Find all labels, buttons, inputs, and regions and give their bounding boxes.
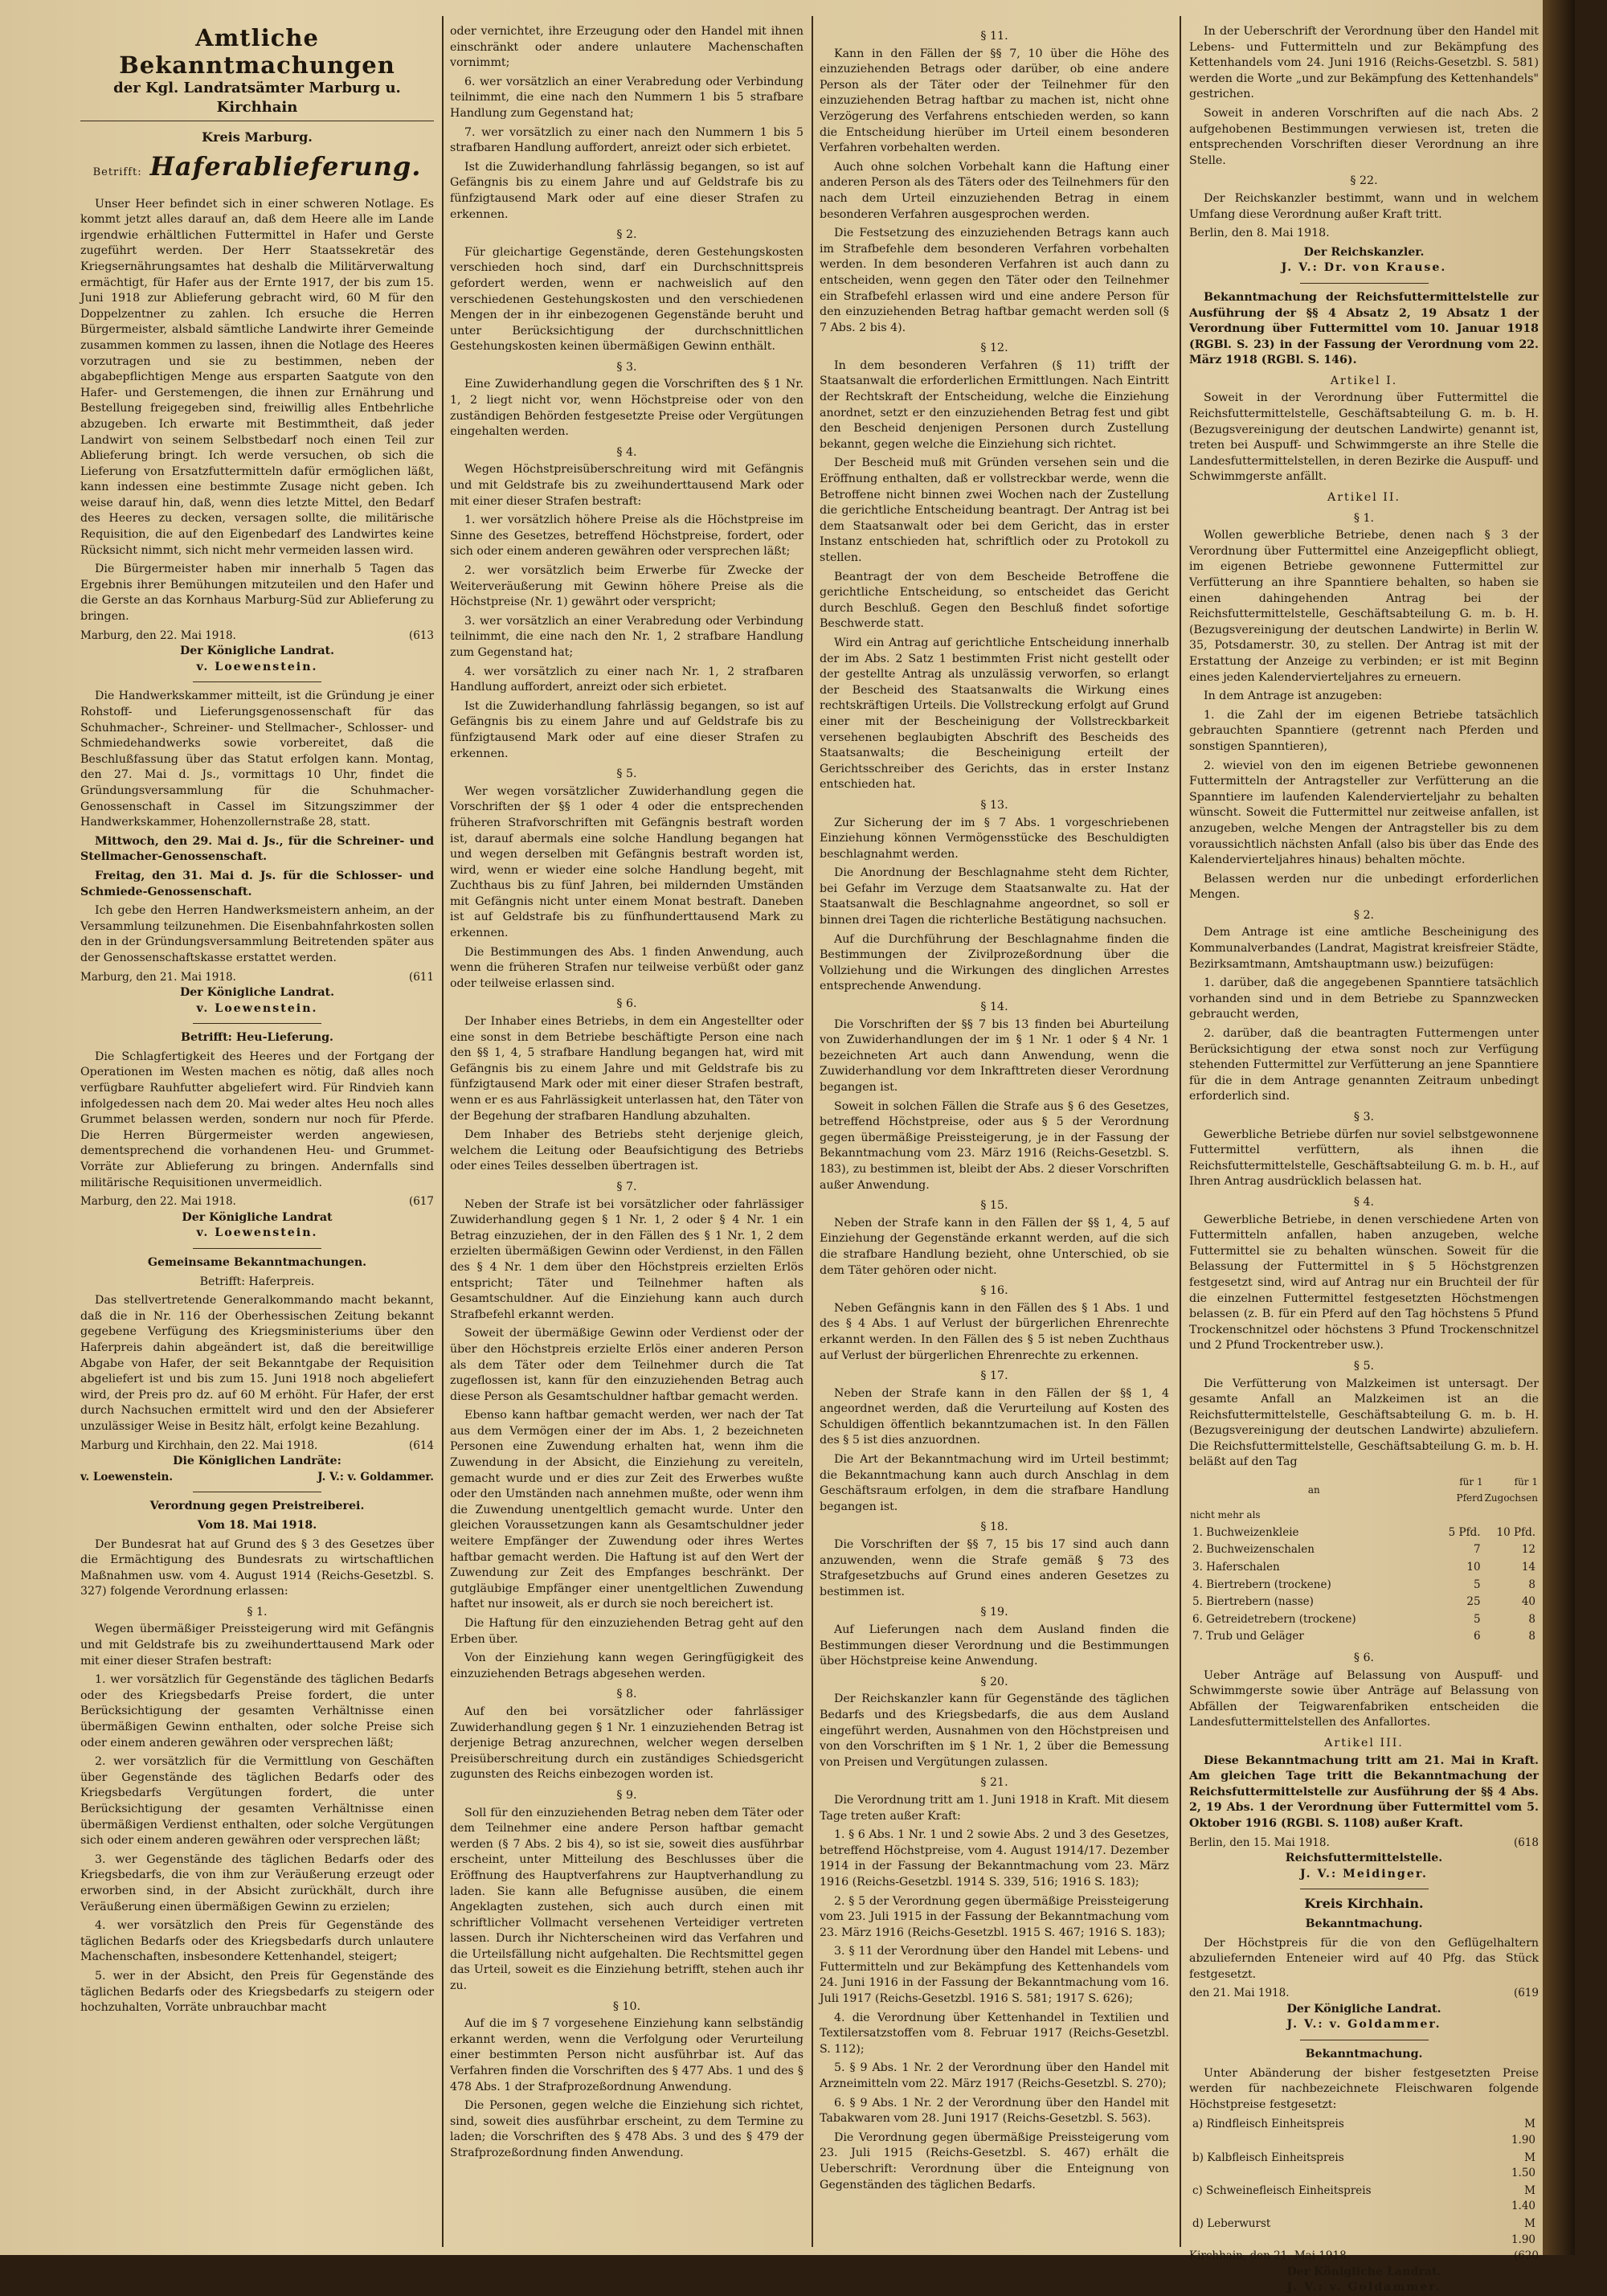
paragraph: Die Schlagfertigkeit des Heeres und der Fortgang der Operationen im Westen machen es nötig, daß alles noch verfügbare Rauhfutter abgeliefert wird. Für Rindvieh kann infolgedessen nach dem 20. Mai weder altes Heu noch alles Grummet belassen werden, sondern nur noch für Pferde. Die Herren Bürgermeister werden angewiesen, dementsprechend die vorhandenen Heu- und Grummet-Vorräte zur Ablieferung zu bringen. Andernfalls sind militärische Requisitionen unvermeidlich. xyxy=(80,1050,434,1189)
paragraph: Die Handwerkskammer mitteilt, ist die Gründung je einer Rohstoff- und Lieferungsgenossenschaft für das Schuhmacher-, Schreiner- und Stellmacher-, Schlosser- und Schmiedehandwerks sowie vorbereitet, daß die Beschlußfassung über das Statut erfolgen kann. Montag, den 27. Mai d. Js., vormittags 10 Uhr, findet die Gründungsversammlung für die Schuhmacher-Genossenschaft in Cassel im Sitzungszimmer der Handwerkskammer, Hohenzollernstraße 28, statt. xyxy=(80,690,434,829)
dateline xyxy=(1189,1836,1539,1852)
paragraph-number: § 1. xyxy=(1353,511,1375,525)
meat-price-table xyxy=(1189,2116,1539,2249)
notice-number: (618 xyxy=(1513,1836,1539,1849)
paragraph: 2. wieviel von den im eigenen Betriebe gewonnenen Futtermitteln der Antragsteller zur Verfütterung an die Spanntiere im laufenden Kalendervierteljahr zu behalten wünscht. Soweit die Futtermittel nur zeitweise anfallen, ist anzugeben, welche Mengen der Antragsteller bis zu dem voraussichtlich nächsten Anfall (also bis über das Ende des Kalendervierteljahres hinaus) behalten möchte. xyxy=(1189,759,1539,867)
paragraph: Der Reichskanzler kann für Gegenstände des täglichen Bedarfs und des Kriegsbedarfs, die aus dem Ausland eingeführt werden, Ausnahmen von den Höchstpreisen und von den Vorschriften im § 1 Nr. 1, 2 über die Bemessung von Preisen und Vergütungen zulassen. xyxy=(820,1692,1169,1769)
signature: Der Königliche Landrat. xyxy=(179,986,335,1000)
table-cell: 10 xyxy=(1466,1561,1481,1574)
paragraph-number: § 4. xyxy=(1353,1195,1375,1209)
table-cell: a) Rindfleisch Einheitspreis xyxy=(1192,2118,1344,2131)
paragraph: Soweit in anderen Vorschriften auf die nach Abs. 2 aufgehobenen Bestimmungen verwiesen ist, treten die entsprechenden Vorschriften dieser Verordnung an ihre Stelle. xyxy=(1189,106,1539,167)
paragraph: Die Bestimmungen des Abs. 1 finden Anwendung, auch wenn die früheren Strafen nur teilweise verbüßt oder ganz oder teilweise erlassen sind. xyxy=(450,945,804,990)
paragraph: Ist die Zuwiderhandlung fahrlässig begangen, so ist auf Gefängnis bis zu einem Jahre und auf Geldstrafe bis zu fünfzigtausend Mark oder auf eine dieser Strafen zu erkennen. xyxy=(450,160,804,221)
paragraph: 2. wer vorsätzlich für die Vermittlung von Geschäften über Gegenstände des täglichen Bedarfs oder des Kriegsbedarfs Vergütungen fordert, die unter Berücksichtigung der gesamten Verhältnisse einen übermäßigen Verdienst enthalten, oder solche Vergütungen sich oder einem anderen gewähren oder versprechen läßt; xyxy=(80,1755,434,1848)
masthead-title: Amtliche Bekanntmachungen xyxy=(119,24,395,79)
article-number: Artikel III. xyxy=(1324,1736,1404,1750)
paragraph: Soweit in solchen Fällen die Strafe aus § 6 des Gesetzes, betreffend Höchstpreise, oder aus § 5 der Verordnung gegen übermäßige Preissteigerung, je in der Fassung der Bekanntmachung vom 23. März 1916 (Reichs-Gesetzbl. S. 183), zu bestimmen ist, bleibt der Abs. 2 dieser Vorschriften außer Anwendung. xyxy=(820,1099,1169,1192)
dateline: Berlin, den 8. Mai 1918. xyxy=(1189,227,1330,240)
paragraph: Eine Zuwiderhandlung gegen die Vorschriften des § 1 Nr. 1, 2 liegt nicht vor, wenn Höchstpreise oder von den zuständigen Behörden festgesetzte Preise oder Vergütungen eingehalten werden. xyxy=(450,378,804,439)
paragraph: Diese Bekanntmachung tritt am 21. Mai in Kraft. Am gleichen Tage tritt die Bekanntmachung der Reichsfuttermittelstelle zur Ausführung der §§ 4 Abs. 2, 19 Abs. 1 der Verordnung über Futtermittel vom 5. Oktober 1916 (RGBl. S. 1108) außer Kraft. xyxy=(1189,1754,1539,1830)
paragraph: Soll für den einzuziehenden Betrag neben dem Täter oder dem Teilnehmer eine andere Person haftbar gemacht werden (§ 7 Abs. 2 bis 4), so ist sie, soweit dies ausführbar erscheint, unter Mitteilung des Beschlusses über die Eröffnung des Hauptverfahrens zur Hauptverhandlung zu laden. Sie kann alle Befugnisse ausüben, die einem Angeklagten zustehen, sich auch durch einen mit schriftlicher Vollmacht versehenen Verteidiger vertreten lassen. Durch ihr Nichterscheinen wird das Verfahren und die Urteilsfällung nicht aufgehalten. Die Rechtsmittel gegen das Urteil, soweit es die Einziehung betrifft, stehen auch ihr zu. xyxy=(450,1806,804,1993)
paragraph-number: § 20. xyxy=(980,1675,1008,1688)
article-number: Artikel II. xyxy=(1327,491,1401,505)
paragraph: Wollen gewerbliche Betriebe, denen nach § 3 der Verordnung über Futtermittel eine Anzeigepflicht obliegt, im eigenen Betriebe gewonnene Futtermittel zur Verfütterung an ihre Spanntiere behalten, so haben sie einen dahingehenden Antrag bei der Reichsfuttermittelstelle, Geschäftsabteilung G. m. b. H. (Bezugsvereinigung der deutschen Landwirte) in Berlin W. 35, Potsdamerstr. 30, zu stellen. Der Antrag ist mit der Erstattung der Anzeige zu verbinden; er ist mit Beginn eines jeden Kalendervierteljahres zu erneuern. xyxy=(1189,529,1539,684)
signature: Der Königliche Landrat. xyxy=(1286,2002,1441,2016)
table-cell: 5 xyxy=(1473,1578,1481,1591)
section-subheading: Betrifft: Haferpreis. xyxy=(199,1275,315,1288)
paragraph: In dem Antrage ist anzugeben: xyxy=(1204,690,1383,703)
table-cell: b) Kalbfleisch Einheitspreis xyxy=(1192,2151,1344,2164)
notice-number: (613 xyxy=(408,628,434,642)
paragraph: 1. wer vorsätzlich für Gegenstände des täglichen Bedarfs oder des Kriegsbedarfs Preise fordert, die unter Berücksichtigung der gesamten Verhältnisse einen übermäßigen Gewinn enthalten, oder solche Preise sich oder einem anderen gewähren oder versprechen läßt; xyxy=(80,1673,434,1750)
paragraph-number: § 8. xyxy=(616,1688,637,1701)
paragraph: Belassen werden nur die unbedingt erforderlichen Mengen. xyxy=(1189,872,1539,902)
signature-name: v. Loewenstein. xyxy=(196,1226,318,1240)
date-text: den 21. Mai 1918. xyxy=(1189,1987,1290,2000)
paragraph-number: § 2. xyxy=(616,228,637,242)
paragraph: 3. wer vorsätzlich an einer Verabredung oder Verbindung teilnimmt, die eine nach den Nr. 1, 2 strafbare Handlung zum Gegenstand hat; xyxy=(450,614,804,659)
paragraph: 4. die Verordnung über Kettenhandel in Textilien und Textilersatzstoffen vom 8. Februar 1917 (Reichs-Gesetzbl. S. 112); xyxy=(820,2011,1169,2056)
paragraph-number: § 10. xyxy=(612,1999,641,2013)
paragraph: Wer wegen vorsätzlicher Zuwiderhandlung gegen die Vorschriften der §§ 1 oder 4 oder die entsprechenden früheren Strafvorschriften mit Gefängnis bestraft worden ist, darauf abermals eine solche Handlung begangen hat und wegen derselben mit Gefängnis bestraft worden ist, wird, wenn er wieder eine solche Handlung begeht, mit Zuchthaus bis zu fünf Jahren, bei mildernden Umständen mit Gefängnis nicht unter einem Monat bestraft. Daneben ist auf Geldstrafe bis zu fünfhunderttausend Mark zu erkennen. xyxy=(450,784,804,940)
section-heading: Bekanntmachung. xyxy=(1305,2048,1423,2061)
paragraph: 1. wer vorsätzlich höhere Preise als die Höchstpreise im Sinne des Gesetzes, betreffend Höchstpreise, fordert, oder sich oder einem anderen gewähren oder versprechen läßt; xyxy=(450,514,804,559)
page-edge xyxy=(1543,0,1575,2255)
signature-pair xyxy=(80,1470,434,1486)
table-row xyxy=(1189,1611,1539,1629)
signature-name: J. V.: v. Goldammer. xyxy=(1286,2018,1441,2032)
paragraph: Für gleichartige Gegenstände, deren Gestehungskosten verschieden hoch sind, darf ein Durchschnittspreis gefordert werden, wenn er nachweislich auf den verschiedenen Gestehungskosten und den verschiedenen Mengen der in ihr einbezogenen Gegenstände beruht und unter Berücksichtigung der durchschnittlichen Gestehungskosten keinen übermäßigen Gewinn enthält. xyxy=(450,245,804,354)
paragraph: Soweit in der Verordnung über Futtermittel die Reichsfuttermittelstelle, Geschäftsabteilung G. m. b. H. (Bezugsvereinigung der deutschen Landwirte) genannt ist, treten bei Auspuff- und Schwimmgerste an ihre Stelle die Landesfuttermittelstellen, in deren Bezirke die Auspuff- und Schwimmgerste anfällt. xyxy=(1189,391,1539,484)
table-unit: nicht mehr als xyxy=(1190,1509,1261,1521)
table-cell: M 1.40 xyxy=(1511,2183,1535,2213)
paragraph: 2. darüber, daß die beantragten Futtermengen unter Berücksichtigung der etwa sonst noch zur Verfügung stehenden Futtermittel zur Verfütterung an jene Spanntiere für die in dem Antrage genannten Zeitraum unbedingt erforderlich sind. xyxy=(1189,1027,1539,1103)
paragraph: Der Reichskanzler bestimmt, wann und in welchem Umfang diese Verordnung außer Kraft tritt. xyxy=(1189,191,1539,221)
dateline xyxy=(80,1194,434,1210)
paragraph-number: § 2. xyxy=(1353,908,1375,922)
paragraph: Der Inhaber eines Betriebs, in dem ein Angestellter oder eine sonst in dem Betriebe beschäftigte Person eine nach den §§ 1, 4, 5 strafbare Handlung begangen hat, wird mit Gefängnis bis zu einem Jahre und mit Geldstrafe bis zu fünfzigtausend Mark oder mit einer dieser Strafen bestraft, wenn er es aus Fahrlässigkeit unterlassen hat, den Täter von der Begehung der strafbaren Handlung abzuhalten. xyxy=(450,1015,804,1123)
table-cell: c) Schweinefleisch Einheitspreis xyxy=(1192,2183,1372,2197)
table-row xyxy=(1189,2150,1539,2183)
table-cell: 5 xyxy=(1473,1612,1481,1626)
paragraph: Die Art der Bekanntmachung wird im Urteil bestimmt; die Bekanntmachung kann auch durch Anschlag in dem Geschäftsraum erfolgen, in dem die strafbare Handlung begangen ist. xyxy=(820,1453,1169,1513)
section-heading: Bekanntmachung. xyxy=(1305,1917,1423,1930)
divider xyxy=(193,1023,321,1024)
notice-number: (614 xyxy=(408,1439,434,1452)
paragraph: 5. wer in der Absicht, den Preis für Gegenstände des täglichen Bedarfs oder des Kriegsbedarfs zu steigern oder hochzuhalten, Vorräte unbrauchbar macht xyxy=(80,1969,434,2015)
paragraph: Dem Antrage ist eine amtliche Bescheinigung des Kommunalverbandes (Landrat, Magistrat kreisfreier Städte, Bezirksamtmann, Amtshauptmann usw.) beizufügen: xyxy=(1189,926,1539,971)
paragraph: 3. § 11 der Verordnung über den Handel mit Lebens- und Futtermitteln und zur Bekämpfung des Kettenhandels vom 24. Juni 1916 in der Fassung der Bekanntmachung vom 16. Juli 1917 (Reichs-Gesetzbl. 1916 S. 581; 1917 S. 626); xyxy=(820,1945,1169,2006)
table-cell: M 1.50 xyxy=(1511,2151,1535,2180)
date-text: Marburg, den 21. Mai 1918. xyxy=(80,970,236,984)
section-heading: Verordnung gegen Preistreiberei. xyxy=(149,1500,365,1513)
table-cell: 5. Biertrebern (nasse) xyxy=(1192,1595,1314,1609)
signature: Der Königliche Landrat. xyxy=(179,645,335,658)
table-cell: 6. Getreidetrebern (trockene) xyxy=(1192,1612,1356,1626)
date-text: Marburg, den 22. Mai 1918. xyxy=(80,1195,236,1209)
signature-name: J. V.: Meidinger. xyxy=(1300,1867,1428,1881)
paragraph: Gewerbliche Betriebe, in denen verschiedene Arten von Futtermitteln anfallen, haben anzugeben, welche Futtermittel sie zu behalten wünschen. Soweit für die Belassung der Futtermittel in § 5 Höchstgrenzen festgesetzt sind, wird auf Antrag nur ein Bruchteil der für die einzelnen Futtermittel festgesetzten Höchstmengen belassen (z. B. für ein Pferd auf den Tag höchstens 5 Pfund Trockenschnitzel oder höchstens 3 Pfund Trockenschnitzel und 2 Pfund Trockentreber usw.). xyxy=(1189,1213,1539,1353)
paragraph: 4. wer vorsätzlich zu einer nach Nr. 1, 2 strafbaren Handlung auffordert, anreizt oder sich erbietet. xyxy=(450,665,804,694)
paragraph: Ich gebe den Herren Handwerksmeistern anheim, an der Versammlung teilzunehmen. Die Eisenbahnfahrkosten sollen den in der Gründungsversammlung Beitretenden später aus der Genossenschaftskasse erstattet werden. xyxy=(80,904,434,964)
paragraph: Unter Abänderung der bisher festgesetzten Preise werden für nachbezeichnete Fleischwaren folgende Höchstpreise festgesetzt: xyxy=(1189,2066,1539,2111)
paragraph: Bekanntmachung der Reichsfuttermittelstelle zur Ausführung der §§ 4 Absatz 2, 19 Absatz 1 der Verordnung über Futtermittel vom 10. Januar 1918 (RGBl. S. 23) in der Fassung der Verordnung vom 22. März 1918 (RGBl. S. 146). xyxy=(1189,290,1539,367)
table-cell: 5 Pfd. xyxy=(1448,1525,1481,1539)
table-header-row xyxy=(1189,1474,1539,1507)
column-1 xyxy=(80,24,434,2242)
paragraph: Der Bundesrat hat auf Grund des § 3 des Gesetzes über die Ermächtigung des Bundesrats zu wirtschaftlichen Maßnahmen usw. vom 4. August 1914 (Reichs-Gesetzbl. S. 327) folgende Verordnung erlassen: xyxy=(80,1537,434,1598)
notice-number: (611 xyxy=(408,970,434,984)
paragraph: Auf die Durchführung der Beschlagnahme finden die Bestimmungen der Zivilprozeßordnung über die Vollziehung und die Wirkungen des dinglichen Arrestes entsprechende Anwendung. xyxy=(820,932,1169,993)
paragraph: Die Anordnung der Beschlagnahme steht dem Richter, bei Gefahr im Verzuge dem Staatsanwalte zu. Hat der Staatsanwalt die Beschlagnahme angeordnet, so soll er binnen drei Tagen die richterliche Bestätigung nachsuchen. xyxy=(820,866,1169,927)
paragraph: Das stellvertretende Generalkommando macht bekannt, daß die in Nr. 116 der Oberhessischen Zeitung bekannt gegebene Verfügung des Kriegsministeriums über den Haferpreis dahin abgeändert ist, daß die bereitwillige Abgabe von Hafer, der seit Bekanntgabe der Requisition abgeliefert ist und bis zum 15. Juni 1918 noch abgeliefert wird, der Preis pro dz. auf 60 M erhöht. Für Hafer, der erst durch Nachsuchen ermittelt wird und den der Absieferer unzulässiger Weise in Besitz hält, erfolgt keine Bezahlung. xyxy=(80,1294,434,1433)
table-cell: M 1.90 xyxy=(1511,2217,1535,2246)
paragraph-number: § 4. xyxy=(616,445,637,459)
notice-number: (620 xyxy=(1513,2249,1539,2263)
table-cell: 6 xyxy=(1473,1630,1481,1643)
paragraph-number: § 3. xyxy=(616,360,637,374)
section-heading: Betrifft: Heu-Lieferung. xyxy=(181,1031,333,1045)
date-text: Marburg und Kirchhain, den 22. Mai 1918. xyxy=(80,1439,318,1452)
table-row xyxy=(1189,1628,1539,1646)
paragraph: 5. § 9 Abs. 1 Nr. 2 der Verordnung über den Handel mit Arzneimitteln vom 22. März 1917 (Reichs-Gesetzbl. S. 270); xyxy=(820,2061,1169,2091)
paragraph: Die Bürgermeister haben mir innerhalb 5 Tagen das Ergebnis ihrer Bemühungen mitzuteilen und den Hafer und die Gerste an das Kornhaus Marburg-Süd zur Ablieferung zu bringen. xyxy=(80,563,434,624)
table-cell: 8 xyxy=(1528,1612,1535,1626)
paragraph: 2. § 5 der Verordnung gegen übermäßige Preissteigerung vom 23. Juli 1915 in der Fassung der Bekanntmachung vom 23. März 1916 (Reichs-Gesetzbl. 1915 S. 467; 1916 S. 183); xyxy=(820,1894,1169,1939)
paragraph: Die Festsetzung des einzuziehenden Betrags kann auch im Strafbefehle dem besonderen Verfahren vorbehalten werden. In dem besonderen Verfahren ist auch dann zu entscheiden, wenn gegen den Täter oder den Teilnehmer ein Strafbefehl erlassen wird und eine andere Person für den einzuziehenden Betrag haftbar gemacht werden soll (§ 7 Abs. 2 bis 4). xyxy=(820,227,1169,334)
signature: Die Königlichen Landräte: xyxy=(173,1455,341,1468)
paragraph: Wird ein Antrag auf gerichtliche Entscheidung innerhalb der im Abs. 2 Satz 1 bestimmten Frist nicht gestellt oder der gestellte Antrag als unzulässig verworfen, so erlangt der Bescheid des Staatsanwalts die Wirkung eines rechtskräftigen Urteils. Die Vollstreckung erfolgt auf Grund einer mit der Bescheinigung der Vollstreckbarkeit versehenen beglaubigten Abschrift des Bescheids des Staatsanwalts; die Bescheinigung erteilt der Gerichtsschreiber des Gerichts, das in erster Instanz entschieden hat. xyxy=(820,636,1169,792)
paragraph: 2. wer vorsätzlich beim Erwerbe für Zwecke der Weiterveräußerung mit Gewinn höhere Preise als die Höchstpreise (Nr. 1) gewährt oder verspricht; xyxy=(450,564,804,609)
paragraph-number: § 6. xyxy=(1353,1651,1375,1664)
paragraph: Wegen Höchstpreisüberschreitung wird mit Gefängnis und mit Geldstrafe bis zu zweihunderttausend Mark oder mit einer dieser Strafen bestraft: xyxy=(450,463,804,508)
column-rule xyxy=(1180,16,1181,2247)
paragraph-number: § 21. xyxy=(980,1776,1008,1790)
section-heading: Gemeinsame Bekanntmachungen. xyxy=(147,1256,367,1269)
table-cell: 14 xyxy=(1521,1561,1535,1574)
dateline xyxy=(80,628,434,645)
table-header: für 1 Zugochsen xyxy=(1484,1476,1538,1504)
notice-number: (619 xyxy=(1513,1987,1539,2000)
signature: Der Reichskanzler. xyxy=(1303,245,1425,259)
table-cell: 1. Buchweizenkleie xyxy=(1192,1525,1299,1539)
paragraph-number: § 14. xyxy=(980,1001,1008,1014)
paragraph-number: § 11. xyxy=(980,30,1008,43)
paragraph: 7. wer vorsätzlich zu einer nach den Nummern 1 bis 5 strafbaren Handlung auffordert, anreizt oder sich erbietet. xyxy=(450,125,804,155)
signature-name: v. Loewenstein. xyxy=(196,660,318,673)
table-cell: 7. Trub und Geläger xyxy=(1192,1630,1304,1643)
paragraph: Auf den bei vorsätzlicher oder fahrlässiger Zuwiderhandlung gegen § 1 Nr. 1 einzuziehenden Betrag ist derjenige Betrag anzurechnen, welcher wegen derselben Preisüberschreitung durch ein zuständiges Schiedsgericht zugunsten des Reichs einbezogen worden ist. xyxy=(450,1705,804,1782)
paragraph: Mittwoch, den 29. Mai d. Js., für die Schreiner- und Stellmacher-Genossenschaft. xyxy=(80,834,434,864)
table-cell: 8 xyxy=(1528,1578,1535,1591)
paragraph: 1. § 6 Abs. 1 Nr. 1 und 2 sowie Abs. 2 und 3 des Gesetzes, betreffend Höchstpreise, vom 4. August 1914/17. Dezember 1914 in der Fassung der Bekanntmachung vom 23. März 1916 (Reichs-Gesetzbl. 1914 S. 339, 516; 1916 S. 183); xyxy=(820,1828,1169,1889)
article-title-text: Haferablieferung. xyxy=(149,150,422,182)
paragraph: Auch ohne solchen Vorbehalt kann die Haftung einer anderen Person als des Täters oder des Teilnehmers für den nach dem Urteil einzuziehenden Betrag in einem besonderen Verfahren ausgesprochen werden. xyxy=(820,160,1169,221)
table-header: für 1 Pferd xyxy=(1456,1476,1483,1504)
dateline xyxy=(80,1439,434,1455)
signature: Der Königliche Landrat xyxy=(182,1210,333,1224)
divider xyxy=(193,1248,321,1249)
table-row xyxy=(1189,1559,1539,1577)
signature: Reichsfuttermittelstelle. xyxy=(1285,1852,1443,1865)
article-number: Artikel I. xyxy=(1330,374,1398,387)
paragraph-number: § 3. xyxy=(1353,1111,1375,1123)
betrifft-label: Betrifft: xyxy=(92,166,142,178)
paragraph-number: § 5. xyxy=(616,767,637,781)
paragraph: Der Höchstpreis für die von den Geflügelhaltern abzuliefernden Enteneier wird auf 40 Pfg. das Stück festgesetzt. xyxy=(1189,1936,1539,1981)
paragraph: Ist die Zuwiderhandlung fahrlässig begangen, so ist auf Gefängnis bis zu einem Jahre und auf Geldstrafe bis zu fünfzigtausend Mark oder auf eine dieser Strafen zu erkennen. xyxy=(450,699,804,760)
table-header: an xyxy=(1307,1484,1320,1496)
paragraph: Soweit der übermäßige Gewinn oder Verdienst oder der über den Höchstpreis erzielte Erlös einer anderen Person als dem Täter oder dem Teilnehmer durch die Tat zugeflossen ist, kann für den einzuziehenden Betrag auch diese Person als Gesamtschuldner haftbar gemacht werden. xyxy=(450,1327,804,1403)
paragraph: Kann in den Fällen der §§ 7, 10 über die Höhe des einzuziehenden Betrags oder darüber, ob eine andere Person als der Täter oder der Teilnehmer für den einzuziehenden Betrag haftbar zu machen ist, nicht ohne Verzögerung des Verfahrens entschieden werden, so kann die Entscheidung hierüber im Urteil einem besonderen Verfahren vorbehalten werden. xyxy=(820,47,1169,155)
paragraph: Ueber Anträge auf Belassung von Auspuff- und Schwimmgerste sowie über Anträge auf Belassung von Abfällen der Teigwarenfabriken entscheiden die Landesfuttermittelstellen des Anfallortes. xyxy=(1189,1668,1539,1729)
paragraph: Die Haftung für den einzuziehenden Betrag geht auf den Erben über. xyxy=(450,1617,804,1646)
paragraph: Unser Heer befindet sich in einer schweren Notlage. Es kommt jetzt alles darauf an, daß dem Heere alle im Lande irgendwie erhältlichen Futtermittel in Hafer und Gerste zugeführt werden. Der Herr Staatssekretär des Kriegsernährungsamtes hat deshalb die Militärverwaltung ermächtigt, für Hafer aus der Ernte 1917, der bis zum 15. Juni 1918 zur Ablieferung gebracht wird, 60 M für den Doppelzentner zu zahlen. Ich ersuche die Herren Bürgermeister, alsbald sämtliche Landwirte ihrer Gemeinde zusammen kommen zu lassen, ihnen die Notlage des Heeres vorzutragen und sie zu bestimmen, neben der abgabepflichtigen Menge aus ersparten Saatgute von den Hafer- und Gerstemengen, die ihnen zur Ernährung und Bestellung freigegeben sind, freiwillig alles Entbehrliche abzugeben. Ich erwarte mit Bestimmtheit, daß jeder Landwirt von seinem Selbstbedarf noch einen Teil zur Ablieferung bringt. Ich werde versuchen, ob sich die Lieferung von Ersatzfuttermitteln dafür ermöglichen läßt, kann indessen eine bestimmte Zusage nicht geben. Ich weise darauf hin, daß, wenn dies letzte Mittel, den Bedarf des Heeres zu decken, versagen sollte, die militärische Requisition, die auf den Eigenbedarf des Landwirtes keine Rücksicht nimmt, sich nicht mehr vermeiden lassen wird. xyxy=(80,197,434,557)
paragraph: 6. § 9 Abs. 1 Nr. 2 der Verordnung über den Handel mit Tabakwaren vom 28. Juni 1917 (Reichs-Gesetzbl. S. 563). xyxy=(820,2096,1169,2126)
paragraph-number: § 5. xyxy=(1353,1359,1375,1373)
paragraph: 1. darüber, daß die angegebenen Spanntiere tatsächlich vorhanden sind und in dem Betriebe zu Spannzwecken gebraucht werden, xyxy=(1189,976,1539,1021)
signature-name: v. Loewenstein. xyxy=(196,1001,318,1015)
table-cell: d) Leberwurst xyxy=(1192,2217,1271,2230)
paragraph: Die Verfütterung von Malzkeimen ist untersagt. Der gesamte Anfall an Malzkeimen ist an die Reichsfuttermittelstelle, Geschäftsabteilung G. m. b. H. (Bezugsvereinigung der deutschen Landwirte) abzuliefern. Die Reichsfuttermittelstelle, Geschäftsabteilung G. m. b. H. beläßt auf den Tag xyxy=(1189,1377,1539,1469)
table-row xyxy=(1189,1577,1539,1594)
section-kreis: Kreis Marburg. xyxy=(202,129,313,145)
paragraph: 6. wer vorsätzlich an einer Verabredung oder Verbindung teilnimmt, die eine nach den Nummern 1 bis 5 strafbare Handlung zum Gegenstand hat; xyxy=(450,75,804,120)
table-row xyxy=(1189,1541,1539,1559)
table-cell: 40 xyxy=(1521,1595,1535,1609)
paragraph: Wegen übermäßiger Preissteigerung wird mit Gefängnis und mit Geldstrafe bis zu zweihunderttausend Mark oder mit einer dieser Strafen bestraft: xyxy=(80,1623,434,1668)
paragraph: Die Vorschriften der §§ 7, 15 bis 17 sind auch dann anzuwenden, wenn die Strafe gemäß § 73 des Strafgesetzbuchs auf Grund eines anderen Gesetzes zu bestimmen ist. xyxy=(820,1538,1169,1598)
paragraph-number: § 9. xyxy=(616,1788,637,1802)
date-text: Marburg, den 22. Mai 1918. xyxy=(80,628,236,642)
paragraph: Auf Lieferungen nach dem Ausland finden die Bestimmungen dieser Verordnung und die Bestimmungen über Höchstpreise keine Anwendung. xyxy=(820,1623,1169,1668)
column-4 xyxy=(1189,24,1539,2294)
paragraph: In der Ueberschrift der Verordnung über den Handel mit Lebens- und Futtermitteln und zur Bekämpfung des Kettenhandels vom 24. Juni 1916 (Reichs-Gesetzbl. S. 581) werden die Worte „und zur Bekämpfung des Kettenhandels" gestrichen. xyxy=(1189,25,1539,101)
table-cell: 25 xyxy=(1466,1595,1481,1609)
signature-name: J. V.: Dr. von Krause. xyxy=(1281,261,1447,275)
paragraph-number: § 19. xyxy=(980,1606,1008,1619)
paragraph-number: § 1. xyxy=(247,1605,268,1619)
table-row xyxy=(1189,2116,1539,2149)
paragraph: Die Verordnung tritt am 1. Juni 1918 in Kraft. Mit diesem Tage treten außer Kraft: xyxy=(820,1793,1169,1823)
paragraph-number: § 7. xyxy=(616,1180,637,1193)
divider xyxy=(1300,283,1429,284)
paragraph: Neben der Strafe ist bei vorsätzlicher oder fahrlässiger Zuwiderhandlung gegen § 1 Nr. 1, 2 oder § 4 Nr. 1 ein Betrag einzuziehen, der in den Fällen des § 1 Nr. 1, 2 dem erzielten übermäßigen Gewinn oder Verdienst, in den Fällen des § 4 Nr. 1 dem über den Höchstpreis erzielten Erlös entspricht; Täter und Teilnehmer haften als Gesamtschuldner. Auf die Einziehung kann auch durch Strafbefehl erkannt werden. xyxy=(450,1197,804,1321)
paragraph: Der Bescheid muß mit Gründen versehen sein und die Eröffnung enthalten, daß er vollstreckbar werde, wenn die Betroffene nicht binnen zwei Wochen nach der Zustellung die gerichtliche Entscheidung beantragt. Der Antrag ist bei dem Staatsanwalt oder bei dem Gericht, das in erster Instanz entschieden hat, schriftlich oder zu Protokoll zu stellen. xyxy=(820,456,1169,564)
column-rule xyxy=(812,16,813,2247)
paragraph: Die Personen, gegen welche die Einziehung sich richtet, sind, soweit dies ausführbar erscheint, zu dem Termine zu laden; die Vorschriften des § 478 Abs. 3 und des § 479 der Strafprozeßordnung finden Anwendung. xyxy=(450,2099,804,2159)
divider xyxy=(193,681,321,682)
paragraph: Die Verordnung gegen übermäßige Preissteigerung vom 23. Juli 1915 (Reichs-Gesetzbl. S. 467) erhält die Ueberschrift: Verordnung über die Enteignung von Gegenständen des täglichen Bedarfs. xyxy=(820,2130,1169,2192)
signature: Der Königliche Landrat. xyxy=(1286,2265,1441,2278)
paragraph: 3. wer Gegenstände des täglichen Bedarfs oder des Kriegsbedarfs, die von ihm zur Veräußerung erzeugt oder erworben sind, in der Absicht zurückhält, durch ihre Veräußerung einen übermäßigen Gewinn zu erzielen; xyxy=(80,1852,434,1913)
column-3 xyxy=(820,24,1169,2242)
paragraph: Beantragt der von dem Bescheide Betroffene die gerichtliche Entscheidung, so entscheidet das Gericht durch Beschluß. Gegen den Beschluß findet sofortige Beschwerde statt. xyxy=(820,570,1169,631)
column-2 xyxy=(450,24,804,2242)
table-row xyxy=(1189,2216,1539,2249)
masthead-subtitle: der Kgl. Landratsämter Marburg u. Kirchhain xyxy=(80,79,434,121)
paragraph: Von der Einziehung kann wegen Geringfügigkeit des einzuziehenden Betrags abgesehen werden. xyxy=(450,1651,804,1680)
table-row xyxy=(1189,2183,1539,2216)
table-cell: 8 xyxy=(1528,1630,1535,1643)
paragraph: Auf die im § 7 vorgesehene Einziehung kann selbständig erkannt werden, wenn die Verfolgung oder Verurteilung einer bestimmten Person nicht ausführbar ist. Auf das Verfahren finden die Vorschriften des § 477 Abs. 1 und des § 478 Abs. 1 der Strafprozeßordnung Anwendung. xyxy=(450,2017,804,2093)
paragraph-number: § 17. xyxy=(980,1369,1008,1383)
column-rule xyxy=(442,16,444,2247)
table-cell: 12 xyxy=(1521,1543,1535,1557)
date-text: Kirchhain, den 21. Mai 1918. xyxy=(1189,2249,1350,2263)
table-unit-row xyxy=(1189,1507,1539,1525)
paragraph: Neben der Strafe kann in den Fällen der §§ 1, 4 angeordnet werden, daß die Verurteilung auf Kosten des Schuldigen öffentlich bekanntzumachen ist. In den Fällen des § 5 ist dies anzuordnen. xyxy=(820,1386,1169,1447)
paragraph: Gewerbliche Betriebe dürfen nur soviel selbstgewonnene Futtermittel verfüttern, als ihnen die Reichsfuttermittelstelle, Geschäftsabteilung G. m. b. H., auf Ihren Antrag ausdrücklich belassen hat. xyxy=(1189,1128,1539,1189)
paragraph-number: § 13. xyxy=(980,798,1008,812)
paragraph-number: § 12. xyxy=(980,342,1008,355)
notice-number: (617 xyxy=(408,1195,434,1209)
table-cell: 7 xyxy=(1473,1543,1481,1557)
signature-name: J. V.: v. Goldammer. xyxy=(1286,2281,1441,2294)
paragraph: 1. die Zahl der im eigenen Betriebe tatsächlich gebrauchten Spanntiere (getrennt nach Pferden und sonstigen Spanntieren), xyxy=(1189,708,1539,753)
table-cell: 10 Pfd. xyxy=(1496,1525,1535,1539)
paragraph: In dem besonderen Verfahren (§ 11) trifft der Staatsanwalt die erforderlichen Ermittlungen. Nach Eintritt der Rechtskraft der Entscheidung, welche die Einziehung anordnet, setzt er den einzuziehenden Betrag fest und gibt den Bescheid denjenigen Personen durch Zustellung bekannt, gegen welche die Einziehung sich richtet. xyxy=(820,358,1169,451)
paragraph-number: § 15. xyxy=(980,1199,1008,1213)
paragraph: Zur Sicherung der im § 7 Abs. 1 vorgeschriebenen Einziehung können Vermögensstücke des Beschuldigten beschlagnahmt werden. xyxy=(820,816,1169,861)
feed-table xyxy=(1189,1474,1539,1646)
dateline xyxy=(1189,1986,1539,2002)
paragraph: oder vernichtet, ihre Erzeugung oder den Handel mit ihnen einschränkt oder andere unlautere Machenschaften vornimmt; xyxy=(450,25,804,70)
paragraph: Die Vorschriften der §§ 7 bis 13 finden bei Aburteilung von Zuwiderhandlungen der im § 1 Nr. 1 oder § 4 Nr. 1 bezeichneten Art auch dann Anwendung, wenn die Zuwiderhandlung vor dem Inkrafttreten dieser Verordnung begangen ist. xyxy=(820,1017,1169,1094)
table-cell: M 1.90 xyxy=(1511,2118,1535,2147)
paragraph: Dem Inhaber des Betriebs steht derjenige gleich, welchem die Leitung oder Beaufsichtigung des Betriebs oder eines Teiles desselben übertragen ist. xyxy=(450,1128,804,1173)
dateline xyxy=(1189,2249,1539,2265)
table-cell: 4. Biertrebern (trockene) xyxy=(1192,1578,1331,1591)
paragraph: 4. wer vorsätzlich den Preis für Gegenstände des täglichen Bedarfs oder des Kriegsbedarfs durch unlautere Machenschaften, insbesondere Kettenhandel, steigert; xyxy=(80,1919,434,1964)
paragraph-number: § 18. xyxy=(980,1520,1008,1534)
paragraph: Neben Gefängnis kann in den Fällen des § 1 Abs. 1 und des § 4 Abs. 1 auf Verlust der bürgerlichen Ehrenrechte erkannt werden. In den Fällen des § 5 ist neben Zuchthaus auf Verlust der bürgerlichen Ehrenrechte zu erkennen. xyxy=(820,1301,1169,1362)
paragraph-number: § 6. xyxy=(616,997,637,1011)
paragraph-number: § 22. xyxy=(1350,174,1378,188)
dateline xyxy=(80,970,434,986)
paragraph: Freitag, den 31. Mai d. Js. für die Schlosser- und Schmiede-Genossenschaft. xyxy=(80,869,434,898)
table-cell: 3. Haferschalen xyxy=(1192,1561,1280,1574)
signature-name: v. Loewenstein. xyxy=(80,1470,174,1484)
section-date: Vom 18. Mai 1918. xyxy=(197,1518,317,1532)
article-title xyxy=(80,150,434,189)
section-kreis: Kreis Kirchhain. xyxy=(1304,1896,1424,1912)
date-text: Berlin, den 15. Mai 1918. xyxy=(1189,1836,1330,1849)
paragraph: Neben der Strafe kann in den Fällen der §§ 1, 4, 5 auf Einziehung der Gegenstände erkannt werden, auf die sich die strafbare Handlung bezieht, ohne Unterschied, ob sie dem Täter gehören oder nicht. xyxy=(820,1216,1169,1277)
paragraph: Ebenso kann haftbar gemacht werden, wer nach der Tat aus dem Vermögen einer der im Abs. 1, 2 bezeichneten Personen eine Zuwendung erhalten hat, wenn ihm die Zuwendung in der Absicht, die Einziehung zu vereiteln, gemacht wurde und er dies zur Zeit des Erwerbes wußte oder den Umständen nach annehmen mußte, oder wenn ihm die Zuwendung unentgeltlich gemacht wurde. Unter den gleichen Voraussetzungen kann als Gesamtschuldner jeder weitere Empfänger der Zuwendung oder ihres Wertes haftbar gemacht werden. Die Haftung ist auf den Wert der Zuwendung zur Zeit des Empfanges beschränkt. Der gutgläubige Empfänger einer unentgeltlichen Zuwendung haftet nur insoweit, als er durch sie noch bereichert ist. xyxy=(450,1409,804,1611)
table-row xyxy=(1189,1525,1539,1542)
signature-name: J. V.: v. Goldammer. xyxy=(317,1470,434,1484)
paragraph-number: § 16. xyxy=(980,1284,1008,1298)
table-cell: 2. Buchweizenschalen xyxy=(1192,1543,1315,1557)
table-row xyxy=(1189,1594,1539,1611)
